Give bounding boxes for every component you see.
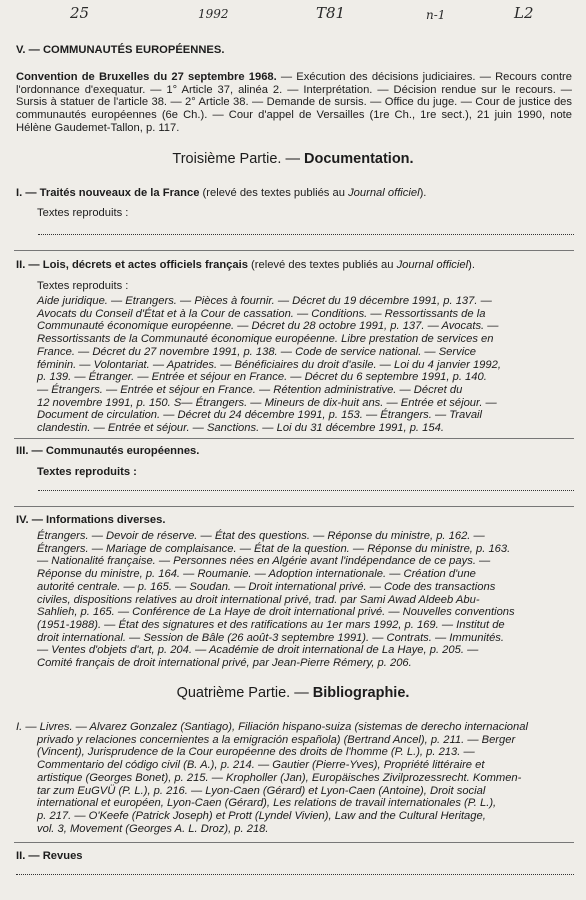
body-line: Étrangers. — Devoir de réserve. — État des questions. — Réponse du ministre, p. 162. — bbox=[37, 530, 485, 542]
section-ii-sub: Textes reproduits : bbox=[37, 280, 129, 292]
body-line: p. 217. — O'Keefe (Patrick Joseph) et Prott (Lyndel Vivien), Law and the Cultural Heritage, bbox=[37, 809, 486, 822]
divider-1 bbox=[14, 250, 574, 251]
dotted-line-2 bbox=[38, 490, 574, 491]
section-revues-heading: II. — Revues bbox=[16, 850, 83, 862]
handwritten-note-3: T81 bbox=[316, 4, 346, 22]
handwritten-note-4: n-1 bbox=[426, 8, 446, 22]
body-line: — Nationalité française. — Personnes nées en Algérie avant l'indépendance de ce pays. — bbox=[37, 555, 491, 568]
section-i-heading-bold: I. — Traités nouveaux de la France bbox=[16, 187, 200, 199]
body-line: Communauté économique européenne. — Décret du 28 octobre 1991, p. 137. — Avocats. — bbox=[37, 320, 499, 333]
body-line: (Vincent), Jurisprudence de la Cour européenne des droits de l'homme (P. L.), p. 213. — bbox=[37, 746, 475, 759]
section-ii-heading-rest: (relevé des textes publiés au bbox=[247, 259, 397, 271]
body-line: droit international. — Session de Bâle (26 août-3 septembre 1991). — Contrats. — Immunités. bbox=[37, 631, 504, 644]
section-i-heading-end: ). bbox=[419, 187, 427, 199]
body-line: Ressortissants de la Communauté économique européenne. Libre prestation de services en bbox=[37, 333, 494, 346]
body-line: international et européen, Lyon-Caen (Gérard), Les relations de travail internationales (P. L.), bbox=[37, 797, 497, 810]
body-line: I. — Livres. — Alvarez Gonzalez (Santiago), Filiación hispano-suiza (sistemas de derecho internacional bbox=[16, 721, 528, 733]
body-line: Avocats du Conseil d'État et à la Cour de cassation. — Conditions. — Ressortissants de la bbox=[37, 307, 486, 320]
body-line: Document de circulation. — Décret du 24 décembre 1991, p. 153. — Étrangers. — Travail bbox=[37, 409, 483, 422]
section-v-body-rest: — Exécution des décisions judiciaires. — Recours contre l'ordonnance d'exequatur. — 1° Article 37, alinéa 2. — Interprétation. — Décision rendue sur le recours. — Sursis à statuer de l'article 38. — 2° Article 38. — Demande de sursis. — Office du juge. — Cour de justice des communautés européennes (6e Ch.). — Cour d'appel de Versailles (1re Ch., 1re sect.), 21 juin 1990, note Hélène Gaudemet-Tallon, p. 117. bbox=[16, 71, 573, 134]
section-v-body bbox=[16, 71, 572, 135]
body-line: Comité français de droit international privé, par Jean-Pierre Rémery, p. 206. bbox=[37, 657, 412, 670]
section-ii-heading bbox=[16, 259, 572, 272]
part3-title bbox=[0, 151, 586, 167]
body-line: clandestin. — Entrée et séjour. — Sanctions. — Loi du 31 décembre 1991, p. 154. bbox=[37, 422, 444, 435]
section-i-sub: Textes reproduits : bbox=[37, 207, 129, 219]
section-i-heading-rest: (relevé des textes publiés au bbox=[199, 187, 349, 199]
part4-title-plain: Quatrième Partie. — bbox=[176, 685, 313, 701]
section-ii-heading-bold: II. — Lois, décrets et actes officiels français bbox=[16, 259, 248, 271]
body-line: féminin. — Volontariat. — Apatrides. — Bénéficiaires du droit d'asile. — Loi du 4 janvier 1992, bbox=[37, 358, 501, 371]
part4-title bbox=[0, 685, 586, 701]
handwritten-note-2: 1992 bbox=[198, 7, 229, 21]
body-line: autorité centrale. — p. 165. — Soudan. — Droit international privé. — Code des transactions bbox=[37, 580, 496, 593]
part3-title-bold: Documentation. bbox=[304, 151, 414, 167]
body-line: Sahlieh, p. 165. — Conférence de La Haye de droit international privé. — Nouvelles conventions bbox=[37, 606, 515, 619]
divider-2 bbox=[14, 438, 574, 439]
body-line: (1951-1988). — État des signatures et des ratifications au 1er mars 1992, p. 169. — Institut de bbox=[37, 618, 505, 631]
section-i-heading-italic: Journal officiel bbox=[348, 187, 420, 199]
part3-title-plain: Troisième Partie. — bbox=[172, 151, 305, 167]
section-i-heading bbox=[16, 187, 572, 200]
divider-3 bbox=[14, 506, 574, 507]
body-line: tar zum EuGVÜ (P. L.), p. 216. — Lyon-Caen (Gérard) et Lyon-Caen (Antoine), Droit social bbox=[37, 784, 486, 797]
body-line: France. — Décret du 27 novembre 1991, p. 138. — Code de service national. — Service bbox=[37, 345, 477, 358]
dotted-line-1 bbox=[38, 234, 574, 235]
body-line: artistique (Georges Bonet), p. 215. — Kropholler (Jan), Europäisches Zivilprozessrecht. Kommen- bbox=[37, 771, 522, 784]
body-line: civiles, dispositions relatives au droit international privé, trad. par Sami Awad Aldeeb Abu- bbox=[37, 593, 480, 606]
section-iii-sub: Textes reproduits : bbox=[37, 466, 137, 478]
section-ii-body bbox=[16, 295, 572, 435]
divider-4 bbox=[14, 842, 574, 843]
dotted-line-3 bbox=[16, 874, 574, 875]
section-v-body-lead: Convention de Bruxelles du 27 septembre 1968. bbox=[16, 71, 277, 83]
body-line: Réponse du ministre, p. 164. — Roumanie. — Adoption internationale. — Création d'une bbox=[37, 568, 476, 581]
section-iv-heading: IV. — Informations diverses. bbox=[16, 514, 166, 526]
section-v-heading: V. — COMMUNAUTÉS EUROPÉENNES. bbox=[16, 44, 225, 56]
body-line: — Ventes d'objets d'art, p. 204. — Académie de droit international de La Haye, p. 205. — bbox=[37, 644, 479, 657]
section-ii-heading-italic: Journal officiel bbox=[396, 259, 469, 271]
body-line: Commentario del código civil (B. A.), p. 214. — Gautier (Pierre-Yves), Propriété littéraire et bbox=[37, 759, 485, 772]
body-line: — Étrangers. — Entrée et séjour en France. — Rétention administrative. — Décret du bbox=[37, 383, 463, 396]
body-line: Étrangers. — Mariage de complaisance. — État de la question. — Réponse du ministre, p. 163. bbox=[37, 542, 511, 555]
section-iii-heading: III. — Communautés européennes. bbox=[16, 445, 200, 457]
body-line: vol. 3, Movement (Georges A. L. Droz), p. 218. bbox=[37, 822, 269, 835]
section-livres-body bbox=[16, 721, 572, 835]
body-line: p. 139. — Étranger. — Entrée et séjour en France. — Décret du 6 septembre 1991, p. 140. bbox=[37, 371, 487, 384]
handwritten-note-1: 25 bbox=[70, 4, 90, 22]
part4-title-bold: Bibliographie. bbox=[312, 685, 410, 701]
body-line: 12 novembre 1991, p. 150. S— Étrangers. — Mineurs de dix-huit ans. — Entrée et séjour. — bbox=[37, 396, 497, 409]
handwritten-note-5: L2 bbox=[514, 4, 534, 22]
section-iv-body bbox=[16, 530, 572, 670]
body-line: Aide juridique. — Etrangers. — Pièces à fournir. — Décret du 19 décembre 1991, p. 137. — bbox=[37, 295, 492, 307]
section-ii-heading-end: ). bbox=[468, 259, 475, 271]
body-line: privado y relaciones concernientes a la emigración española) (Bertrand Ancel), p. 211. — Berger bbox=[37, 733, 516, 746]
